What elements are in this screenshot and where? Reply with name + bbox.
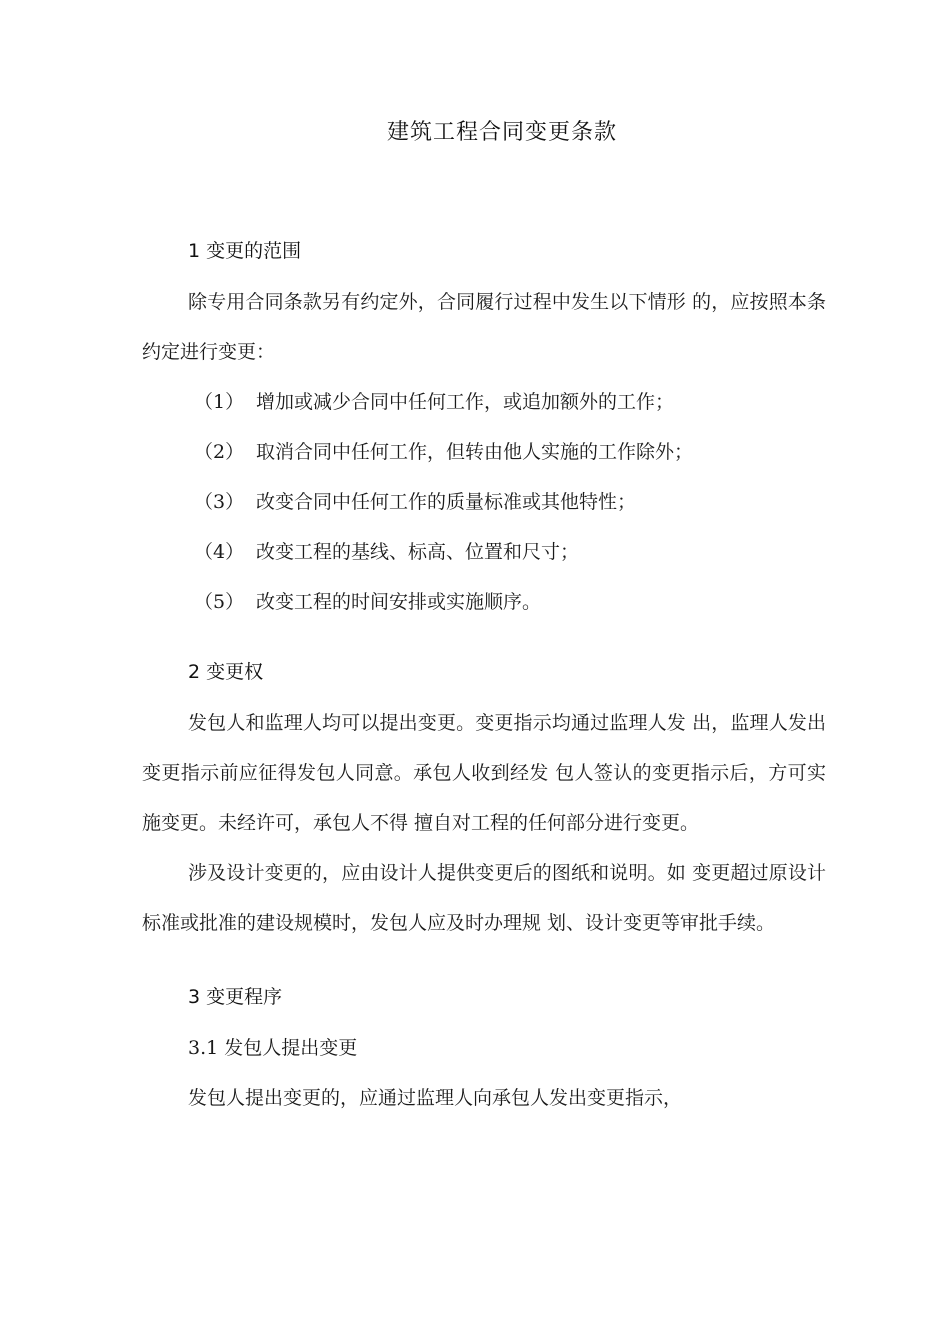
list-item bbox=[142, 427, 826, 477]
list-item-number: （5） bbox=[194, 591, 245, 613]
list-item bbox=[142, 577, 826, 627]
list-item bbox=[142, 477, 826, 527]
list-item-text: 取消合同中任何工作，但转由他人实施的工作除外； bbox=[256, 441, 694, 463]
section-heading-authority: 2 变更权 bbox=[188, 661, 264, 683]
list-item-text: 改变工程的时间安排或实施顺序。 bbox=[256, 591, 542, 613]
scope-intro-paragraph: 除专用合同条款另有约定外，合同履行过程中发生以下情形 的，应按照本条约定进行变更： bbox=[142, 291, 826, 363]
section-heading-procedure: 3 变更程序 bbox=[188, 986, 283, 1008]
list-item-text: 增加或减少合同中任何工作，或追加额外的工作； bbox=[256, 391, 675, 413]
document-title: 建筑工程合同变更条款 bbox=[386, 120, 617, 145]
section-heading-scope: 1 变更的范围 bbox=[188, 240, 302, 262]
list-item-text: 改变工程的基线、标高、位置和尺寸； bbox=[256, 541, 580, 563]
list-item-number: （1） bbox=[194, 391, 245, 413]
list-item-number: （2） bbox=[194, 441, 245, 463]
scope-list bbox=[142, 377, 826, 627]
subheading-employer-variation: 3.1 发包人提出变更 bbox=[188, 1037, 358, 1059]
authority-paragraph-1: 发包人和监理人均可以提出变更。变更指示均通过监理人发 出，监理人发出变更指示前应征得发包人同意。承包人收到经发 包人签认的变更指示后，方可实施变更。未经许可，承包人不得 擅自对工程的任何部分进行变更。 bbox=[142, 712, 826, 834]
list-item-text: 改变合同中任何工作的质量标准或其他特性； bbox=[256, 491, 637, 513]
authority-paragraph-2: 涉及设计变更的，应由设计人提供变更后的图纸和说明。如 变更超过原设计标准或批准的建设规模时，发包人应及时办理规 划、设计变更等审批手续。 bbox=[142, 862, 826, 934]
list-item-number: （4） bbox=[194, 541, 245, 563]
list-item bbox=[142, 527, 826, 577]
procedure-paragraph: 发包人提出变更的，应通过监理人向承包人发出变更指示， bbox=[188, 1087, 683, 1109]
list-item bbox=[142, 377, 826, 427]
list-item-number: （3） bbox=[194, 491, 245, 513]
